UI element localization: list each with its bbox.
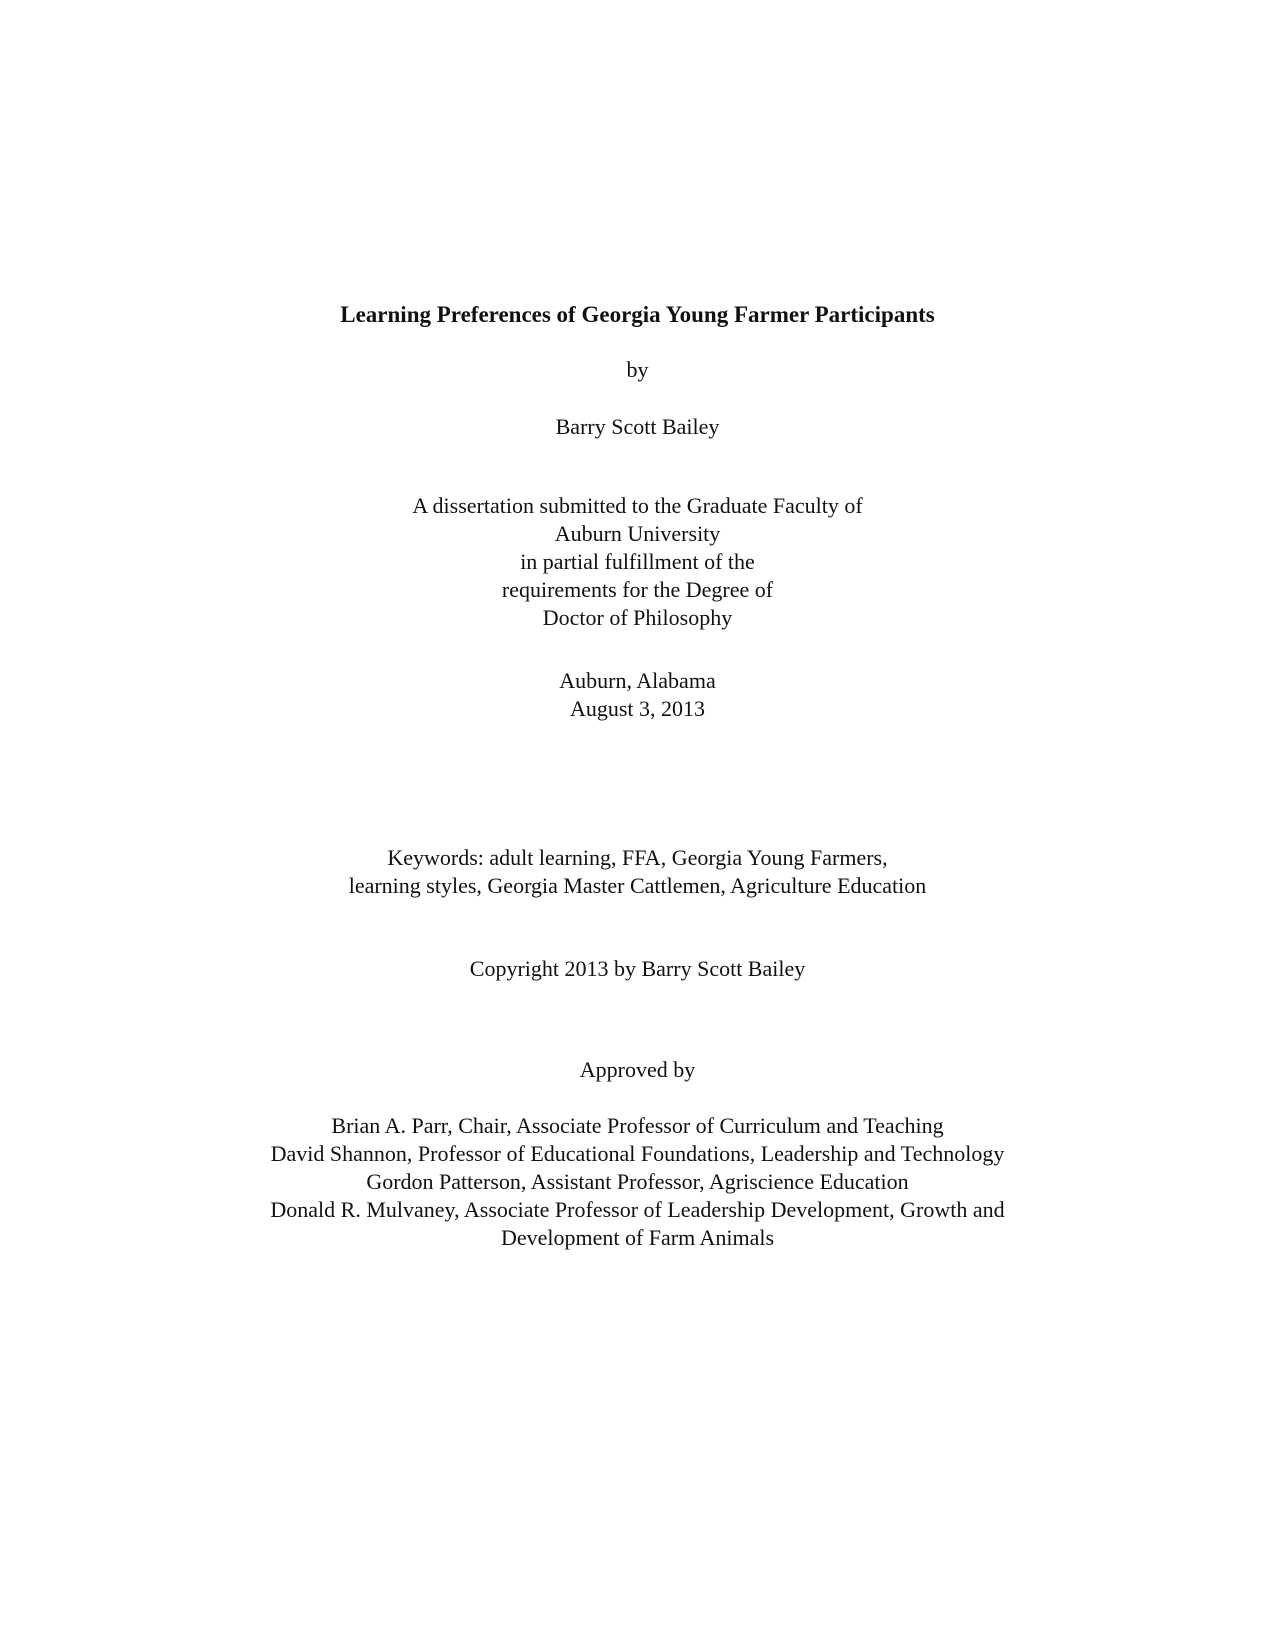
committee-member: Gordon Patterson, Assistant Professor, Agriscience Education <box>366 1169 909 1194</box>
by-label: by <box>626 357 649 382</box>
approved-by-block <box>0 1056 1275 1084</box>
author-name: Barry Scott Bailey <box>555 414 720 439</box>
author-block <box>0 413 1275 441</box>
by-block <box>0 356 1275 384</box>
copyright-notice: Copyright 2013 by Barry Scott Bailey <box>469 956 806 981</box>
statement-line: requirements for the Degree of <box>501 577 774 602</box>
keywords-line: Keywords: adult learning, FFA, Georgia Young Farmers, <box>387 845 888 870</box>
date: August 3, 2013 <box>569 696 706 721</box>
copyright-block <box>0 955 1275 983</box>
statement-line: in partial fulfillment of the <box>520 549 755 574</box>
committee-member: Development of Farm Animals <box>500 1225 775 1250</box>
committee-member: David Shannon, Professor of Educational Foundations, Leadership and Technology <box>270 1141 1005 1166</box>
approved-by-label: Approved by <box>579 1057 696 1082</box>
committee-member: Brian A. Parr, Chair, Associate Professor of Curriculum and Teaching <box>331 1113 944 1138</box>
committee-list <box>0 1112 1275 1252</box>
place-date-block <box>0 667 1275 723</box>
keywords-block <box>0 844 1275 900</box>
dissertation-title: Learning Preferences of Georgia Young Farmer Participants <box>340 302 935 327</box>
place: Auburn, Alabama <box>559 668 716 693</box>
committee-member: Donald R. Mulvaney, Associate Professor of Leadership Development, Growth and <box>270 1197 1005 1222</box>
keywords-line: learning styles, Georgia Master Cattlemen, Agriculture Education <box>348 873 927 898</box>
statement-line: Doctor of Philosophy <box>542 605 733 630</box>
statement-line: A dissertation submitted to the Graduate Faculty of <box>412 493 863 518</box>
submission-statement <box>0 492 1275 632</box>
title-block <box>0 301 1275 329</box>
statement-line: Auburn University <box>554 521 721 546</box>
